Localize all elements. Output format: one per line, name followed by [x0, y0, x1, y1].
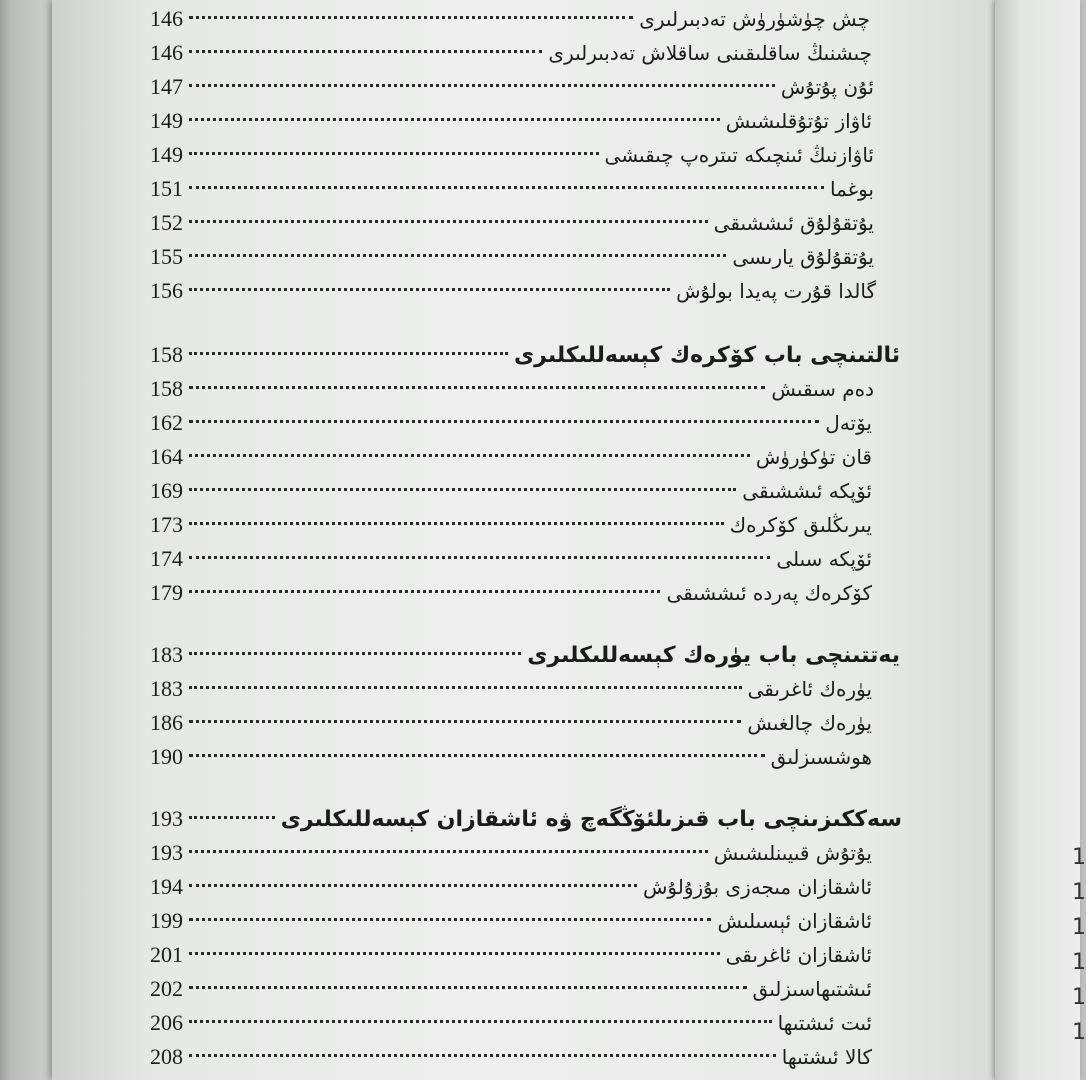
toc-entry: [150, 1006, 872, 1040]
toc-entry: [150, 440, 872, 474]
entry-title: يۇتۇش قىيىنلىشىش: [713, 841, 872, 865]
leader-dots: [189, 84, 775, 87]
page-number: 173: [150, 512, 183, 537]
page-number: 162: [150, 410, 183, 435]
leader-dots: [189, 1054, 776, 1057]
entry-title: ئىشتىھاسىزلىق: [752, 977, 872, 1001]
toc-entry: [150, 706, 872, 740]
leader-dots: [189, 488, 736, 491]
leader-dots: [189, 590, 660, 593]
toc-entry: [150, 372, 874, 406]
entry-title: يۈرەك چالغىش: [747, 711, 872, 735]
chapter-title: سەككىزىنچى باب قىزىلئۆڭگەچ ۋە ئاشقازان كېسەللىكلىرى: [280, 807, 902, 832]
edge-mark: 1: [1072, 845, 1086, 870]
toc-entry: [150, 206, 874, 240]
toc-entry: [150, 576, 872, 610]
toc-entry: [150, 870, 872, 904]
toc-entry: [150, 138, 874, 172]
page-number: 158: [150, 342, 183, 367]
edge-mark: 1: [1072, 880, 1086, 905]
page-number: 201: [150, 942, 183, 967]
leader-dots: [189, 186, 824, 189]
leader-dots: [189, 288, 670, 291]
entry-title: ئۇن پۇتۇش: [780, 75, 874, 99]
page-number: 147: [150, 74, 183, 99]
toc-entry: [150, 274, 876, 308]
leader-dots: [189, 220, 708, 223]
entry-title: چش چۈشۈرۈش تەدبىرلىرى: [639, 7, 870, 31]
leader-dots: [189, 816, 275, 819]
edge-mark: 1: [1072, 985, 1086, 1010]
leader-dots: [189, 50, 542, 53]
page-number: 169: [150, 478, 183, 503]
leader-dots: [189, 754, 765, 757]
entry-title: يۆتەل: [825, 411, 872, 435]
leader-dots: [189, 152, 599, 155]
leader-dots: [189, 454, 750, 457]
entry-title: چىشنىڭ ساقلىقىنى ساقلاش تەدبىرلىرى: [548, 41, 872, 65]
page-number: 156: [150, 278, 183, 303]
next-page-edge: [995, 0, 1080, 1080]
toc-entry: [150, 1040, 872, 1074]
entry-title: كۆكرەك پەردە ئىششىقى: [666, 581, 872, 605]
page-number: 208: [150, 1044, 183, 1069]
toc-entry: [150, 938, 872, 972]
page-number: 151: [150, 176, 183, 201]
toc-entry: [150, 2, 870, 36]
page-number: 193: [150, 840, 183, 865]
toc-entry: [150, 474, 872, 508]
entry-title: ئۆپكە سىلى: [776, 547, 872, 571]
page-number: 206: [150, 1010, 183, 1035]
toc-entry: [150, 104, 872, 138]
page-number: 158: [150, 376, 183, 401]
leader-dots: [189, 850, 708, 853]
entry-title: ھوشسىزلىق: [770, 745, 872, 769]
entry-title: ئاشقازان مىجەزى بۇزۇلۇش: [643, 875, 872, 899]
page-number: 199: [150, 908, 183, 933]
toc-entry: [150, 672, 872, 706]
chapter-title: يەتتىنچى باب يۈرەك كېسەللىكلىرى: [527, 643, 900, 668]
entry-title: يۇتقۇلۇق يارىسى: [732, 245, 874, 269]
edge-mark: 1: [1072, 1020, 1086, 1045]
page-number: 183: [150, 676, 183, 701]
page-number: 202: [150, 976, 183, 1001]
toc-chapter-heading: [150, 638, 900, 672]
toc-entry: [150, 240, 874, 274]
leader-dots: [189, 420, 819, 423]
page-number: 152: [150, 210, 183, 235]
entry-title: ئۆپكە ئىششىقى: [742, 479, 872, 503]
leader-dots: [189, 686, 742, 689]
toc-entry: [150, 406, 872, 440]
leader-dots: [189, 1020, 772, 1023]
entry-title: گالدا قۇرت پەيدا بولۇش: [676, 279, 876, 303]
chapter-title: ئالتىنچى باب كۆكرەك كېسەللىكلىرى: [514, 343, 900, 368]
entry-title: ئاۋاز تۇتۇقلىشىش: [725, 109, 872, 133]
entry-title: ئاۋازنىڭ ئىنچىكە تىترەپ چىقىشى: [604, 143, 874, 167]
page-number: 179: [150, 580, 183, 605]
toc-entry: [150, 836, 872, 870]
leader-dots: [189, 952, 720, 955]
entry-title: يۈرەك ئاغرىقى: [747, 677, 872, 701]
page-number: 164: [150, 444, 183, 469]
toc-entry: [150, 542, 872, 576]
leader-dots: [189, 254, 726, 257]
leader-dots: [189, 522, 724, 525]
entry-title: يىرىڭلىق كۆكرەك: [729, 513, 872, 537]
toc-entry: [150, 172, 874, 206]
page-number: 190: [150, 744, 183, 769]
toc-entry: [150, 740, 872, 774]
entry-title: كالا ئىشتىھا: [781, 1045, 872, 1069]
page-number: 194: [150, 874, 183, 899]
leader-dots: [189, 986, 747, 989]
entry-title: بوغما: [829, 177, 874, 201]
page-number: 193: [150, 806, 183, 831]
page-number: 149: [150, 142, 183, 167]
page-number: 155: [150, 244, 183, 269]
entry-title: يۇتقۇلۇق ئىششىقى: [713, 211, 874, 235]
page-number: 174: [150, 546, 183, 571]
toc-entry: [150, 904, 872, 938]
leader-dots: [189, 352, 508, 355]
toc-entry: [150, 36, 872, 70]
entry-title: ئىت ئىشتىھا: [777, 1011, 872, 1035]
entry-title: قان تۈكۈرۈش: [755, 445, 872, 469]
page-number: 146: [150, 40, 183, 65]
page-number: 186: [150, 710, 183, 735]
toc-entry: [150, 70, 874, 104]
toc-chapter-heading: [150, 802, 902, 836]
entry-title: دەم سىقىش: [771, 377, 874, 401]
page-number: 183: [150, 642, 183, 667]
leader-dots: [189, 556, 770, 559]
page-number: 149: [150, 108, 183, 133]
page-number: 146: [150, 6, 183, 31]
leader-dots: [189, 386, 765, 389]
leader-dots: [189, 720, 741, 723]
leader-dots: [189, 16, 633, 19]
toc-chapter-heading: [150, 338, 900, 372]
edge-mark: 1: [1072, 950, 1086, 975]
entry-title: ئاشقازان ئاغرىقى: [725, 943, 872, 967]
entry-title: ئاشقازان ئېسىلىش: [717, 909, 872, 933]
toc-entry: [150, 972, 872, 1006]
leader-dots: [189, 652, 521, 655]
edge-mark: 1: [1072, 915, 1086, 940]
leader-dots: [189, 118, 720, 121]
leader-dots: [189, 884, 637, 887]
toc-entry: [150, 508, 872, 542]
leader-dots: [189, 918, 711, 921]
